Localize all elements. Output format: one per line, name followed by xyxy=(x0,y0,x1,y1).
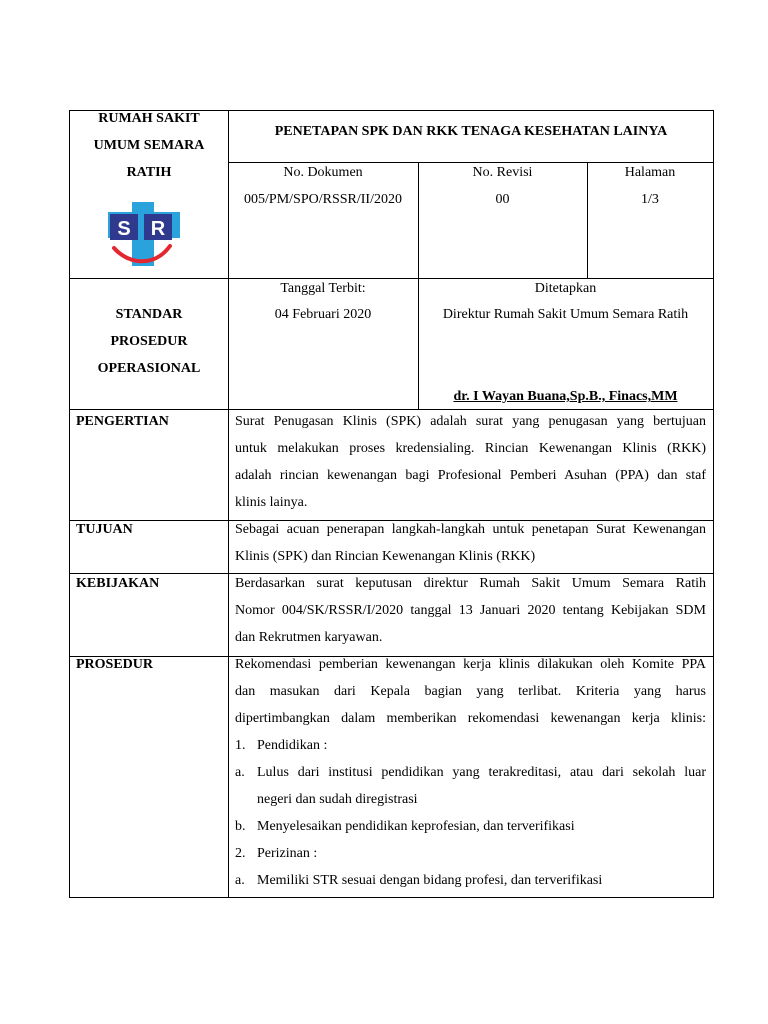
prosedur-line: dan masukan dari Kepala bagian yang terlibat. Kriteria yang harus xyxy=(235,684,706,699)
list-marker: a. xyxy=(235,765,245,780)
hospital-name-line: RUMAH SAKIT xyxy=(98,111,200,126)
established-label: Ditetapkan xyxy=(534,281,597,296)
prosedur-intro xyxy=(235,651,706,732)
document-title: PENETAPAN SPK DAN RKK TENAGA KESEHATAN LAINYA xyxy=(274,124,668,139)
list-text: Memiliki STR sesuai dengan bidang profesi, dan terverifikasi xyxy=(257,873,603,888)
sop-label-line: STANDAR xyxy=(115,307,183,322)
pengertian-line: adalah rincian kewenangan bagi Profesional Pemberi Asuhan (PPA) dan staf xyxy=(235,468,706,483)
list-item xyxy=(235,840,706,867)
doc-no-value: 005/PM/SPO/RSSR/II/2020 xyxy=(244,192,402,207)
prosedur-list xyxy=(235,732,706,894)
pengertian-label: PENGERTIAN xyxy=(76,414,169,429)
hospital-name-line: UMUM SEMARA xyxy=(93,138,205,153)
doc-no-label: No. Dokumen xyxy=(283,165,363,180)
revision-label: No. Revisi xyxy=(472,165,533,180)
signatory-text: dr. I Wayan Buana,Sp.B., Finacs,MM xyxy=(453,389,678,404)
list-marker: 2. xyxy=(235,846,246,861)
list-text: Pendidikan : xyxy=(257,738,328,753)
tujuan-text xyxy=(235,516,706,570)
kebijakan-text xyxy=(235,570,706,651)
list-text: negeri dan sudah diregistrasi xyxy=(257,792,418,807)
kebijakan-line: dan Rekrutmen karyawan. xyxy=(235,630,383,645)
list-item xyxy=(235,867,706,894)
list-item xyxy=(235,759,706,786)
logo-letter-s: S xyxy=(117,218,131,240)
tujuan-line: Sebagai acuan penerapan langkah-langkah untuk penetapan Surat Kewenangan xyxy=(235,522,706,537)
column-divider xyxy=(228,110,229,898)
sop-label-line: OPERASIONAL xyxy=(97,361,201,376)
kebijakan-line: Berdasarkan surat keputusan direktur Rumah Sakit Umum Semara Ratih xyxy=(235,576,706,591)
pengertian-line: Surat Penugasan Klinis (SPK) adalah surat yang penugasan yang bertujuan xyxy=(235,414,706,429)
issue-date-label: Tanggal Terbit: xyxy=(280,281,366,296)
list-item xyxy=(235,786,706,813)
tujuan-line: Klinis (SPK) dan Rincian Kewenangan Klinis (RKK) xyxy=(235,549,536,564)
kebijakan-label: KEBIJAKAN xyxy=(76,576,160,591)
pengertian-line: klinis lainya. xyxy=(235,495,308,510)
table-border-left xyxy=(69,110,70,898)
sr-logo-icon xyxy=(104,198,184,270)
list-text: Menyelesaikan pendidikan keprofesian, dan terverifikasi xyxy=(257,819,575,834)
list-marker: 1. xyxy=(235,738,246,753)
prosedur-line: Rekomendasi pemberian kewenangan kerja klinis dilakukan oleh Komite PPA xyxy=(235,657,706,672)
signatory-name xyxy=(418,383,713,410)
pengertian-text xyxy=(235,408,706,516)
page-value: 1/3 xyxy=(641,192,659,207)
logo-letter-r: R xyxy=(150,218,166,240)
established-by: Direktur Rumah Sakit Umum Semara Ratih xyxy=(442,307,689,322)
tujuan-label: TUJUAN xyxy=(76,522,133,537)
prosedur-line: dipertimbangkan dalam memberikan rekomendasi kewenangan kerja klinis: xyxy=(235,711,706,726)
list-item xyxy=(235,732,706,759)
sop-label-line: PROSEDUR xyxy=(110,334,188,349)
sop-label xyxy=(70,301,228,382)
kebijakan-line: Nomor 004/SK/RSSR/I/2020 tanggal 13 Januari 2020 tentang Kebijakan SDM xyxy=(235,603,706,618)
table-border-bottom xyxy=(69,897,714,898)
list-item xyxy=(235,813,706,840)
page-label: Halaman xyxy=(624,165,676,180)
list-marker: a. xyxy=(235,873,245,888)
hospital-name xyxy=(70,105,228,186)
list-marker xyxy=(235,786,257,813)
prosedur-label: PROSEDUR xyxy=(76,657,154,672)
issue-date-value: 04 Februari 2020 xyxy=(274,307,372,322)
table-border-right xyxy=(713,110,714,898)
hospital-logo xyxy=(104,198,184,270)
pengertian-line: untuk melakukan proses kredensialing. Rincian Kewenangan Klinis (RKK) xyxy=(235,441,706,456)
hospital-name-line: RATIH xyxy=(126,165,172,180)
revision-value: 00 xyxy=(495,192,510,207)
list-text: Lulus dari institusi pendidikan yang terakreditasi, atau dari sekolah luar xyxy=(257,765,706,780)
list-text: Perizinan : xyxy=(257,846,318,861)
list-marker: b. xyxy=(235,819,246,834)
